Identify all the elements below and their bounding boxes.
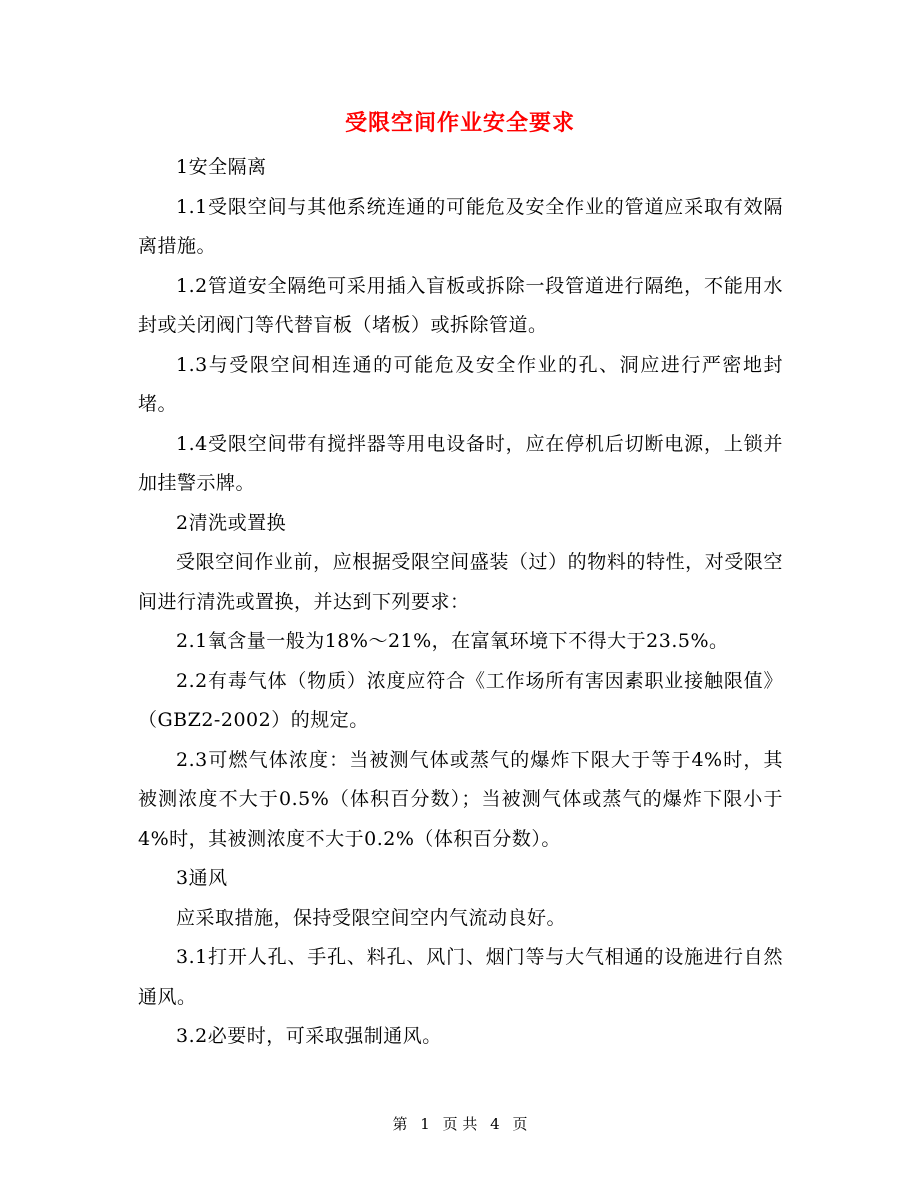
- footer-suffix: 页: [512, 1115, 528, 1133]
- footer-middle: 页 共: [442, 1115, 478, 1133]
- document-body: [138, 148, 783, 1057]
- paragraph-1-2: 1.2管道安全隔绝可采用插入盲板或拆除一段管道进行隔绝，不能用水封或关闭阀门等代替盲板（堵板）或拆除管道。: [138, 274, 783, 336]
- section-heading-ventilation: 3通风: [176, 867, 228, 889]
- section-heading-isolation: 1安全隔离: [176, 156, 267, 178]
- footer-total-pages: 4: [490, 1115, 500, 1133]
- footer-page-number: 1: [420, 1115, 430, 1133]
- paragraph-3-2: 3.2必要时，可采取强制通风。: [176, 1025, 442, 1047]
- paragraph-2-1: 2.1氧含量一般为18%～21%，在富氧环境下不得大于23.5%。: [176, 630, 729, 652]
- paragraph-3-intro: 应采取措施，保持受限空间空内气流动良好。: [176, 906, 567, 929]
- paragraph-2-3: 2.3可燃气体浓度：当被测气体或蒸气的爆炸下限大于等于4%时，其被测浓度不大于0.5%（体积百分数）；当被测气体或蒸气的爆炸下限小于4%时，其被测浓度不大于0.2%（体积百分数）。: [138, 748, 783, 850]
- paragraph-2-2: 2.2有毒气体（物质）浓度应符合《工作场所有害因素职业接触限值》（GBZ2-2002）的规定。: [138, 669, 783, 731]
- document-title: 受限空间作业安全要求: [344, 110, 575, 136]
- paragraph-1-3: 1.3与受限空间相连通的可能危及安全作业的孔、洞应进行严密地封堵。: [138, 353, 783, 415]
- paragraph-1-1: 1.1受限空间与其他系统连通的可能危及安全作业的管道应采取有效隔离措施。: [138, 195, 783, 257]
- footer-prefix: 第: [392, 1115, 408, 1133]
- paragraph-3-1: 3.1打开人孔、手孔、料孔、风门、烟门等与大气相通的设施进行自然通风。: [138, 946, 783, 1008]
- page-footer: [0, 1112, 920, 1136]
- section-heading-cleaning: 2清洗或置换: [176, 511, 287, 534]
- paragraph-2-intro: 受限空间作业前，应根据受限空间盛装（过）的物料的特性，对受限空间进行清洗或置换，并达到下列要求：: [138, 551, 783, 613]
- paragraph-1-4: 1.4受限空间带有搅拌器等用电设备时，应在停机后切断电源，上锁并加挂警示牌。: [138, 432, 783, 494]
